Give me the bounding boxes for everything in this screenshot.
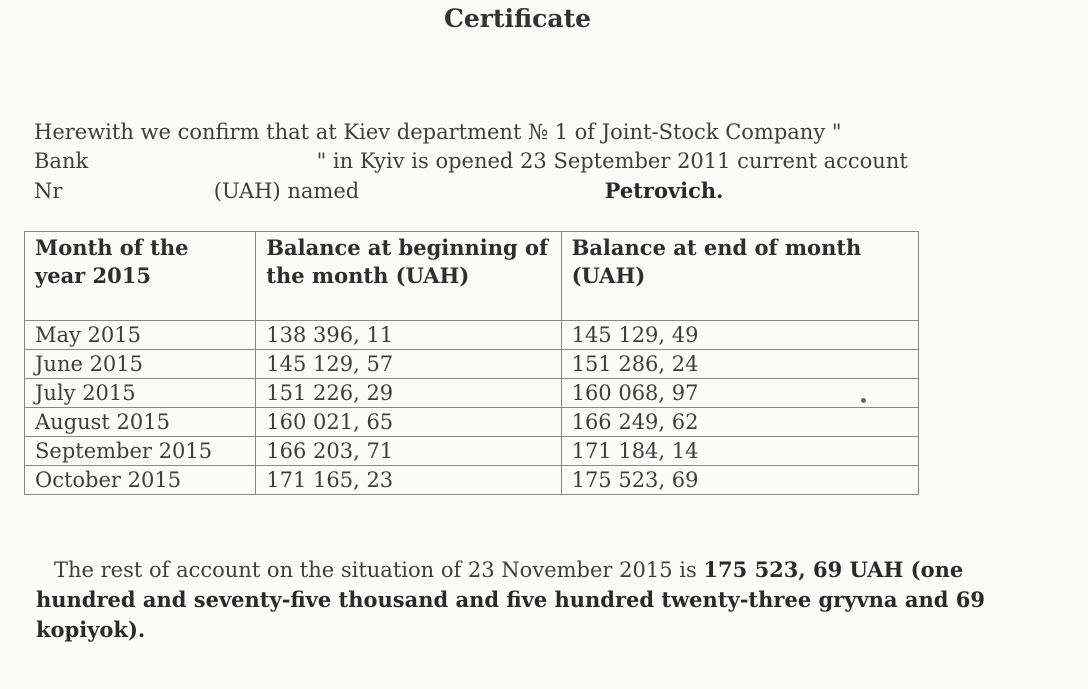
header-month: Month of the year 2015 (25, 232, 256, 321)
cell-balance-beginning: 166 203, 71 (256, 437, 561, 466)
summary-lead: The rest of account on the situation of 23 November 2015 is (54, 558, 697, 582)
cell-month: September 2015 (25, 437, 256, 466)
summary-paragraph (36, 555, 1026, 645)
table-row (25, 408, 919, 437)
header-balance-end: Balance at end of month (UAH) (561, 232, 918, 321)
table-row (25, 466, 919, 495)
cell-balance-end: 171 184, 14 (561, 437, 918, 466)
cell-month: May 2015 (25, 321, 256, 350)
intro-line-1 (34, 118, 934, 147)
cell-balance-end: 175 523, 69 (561, 466, 918, 495)
cell-balance-end: 145 129, 49 (561, 321, 918, 350)
account-holder-name: Petrovich. (604, 178, 724, 203)
table-row (25, 437, 919, 466)
intro-line-2-text: " in Kyiv is opened 23 September 2011 current account (316, 149, 908, 173)
cell-balance-end: 160 068, 97 (561, 379, 918, 408)
cell-balance-beginning: 138 396, 11 (256, 321, 561, 350)
cell-month: July 2015 (25, 379, 256, 408)
scan-speck (861, 398, 866, 403)
intro-account-label: Nr (34, 179, 63, 203)
summary-amount: 175 523, 69 UAH (one hundred and seventy-five thousand and five hundred twenty-three gryvna and 69 kopiyok). (36, 557, 985, 642)
intro-bank-label: Bank (34, 149, 89, 173)
cell-balance-end: 166 249, 62 (561, 408, 918, 437)
intro-line-3 (34, 176, 934, 205)
balance-table (24, 231, 919, 495)
cell-month: August 2015 (25, 408, 256, 437)
table-row (25, 321, 919, 350)
cell-balance-end: 151 286, 24 (561, 350, 918, 379)
cell-balance-beginning: 145 129, 57 (256, 350, 561, 379)
cell-balance-beginning: 160 021, 65 (256, 408, 561, 437)
cell-month: October 2015 (25, 466, 256, 495)
intro-named-text: (UAH) named (213, 179, 360, 203)
certificate-title: Certificate (443, 4, 592, 33)
table-row (25, 350, 919, 379)
table-header-row (25, 232, 919, 321)
cell-balance-beginning: 151 226, 29 (256, 379, 561, 408)
table-row (25, 379, 919, 408)
cell-balance-beginning: 171 165, 23 (256, 466, 561, 495)
intro-line-1-text: Herewith we confirm that at Kiev department № 1 of Joint-Stock Company " (34, 120, 842, 144)
intro-line-2 (34, 147, 934, 176)
intro-paragraph (34, 118, 934, 205)
header-balance-beginning: Balance at beginning of the month (UAH) (256, 232, 561, 321)
cell-month: June 2015 (25, 350, 256, 379)
